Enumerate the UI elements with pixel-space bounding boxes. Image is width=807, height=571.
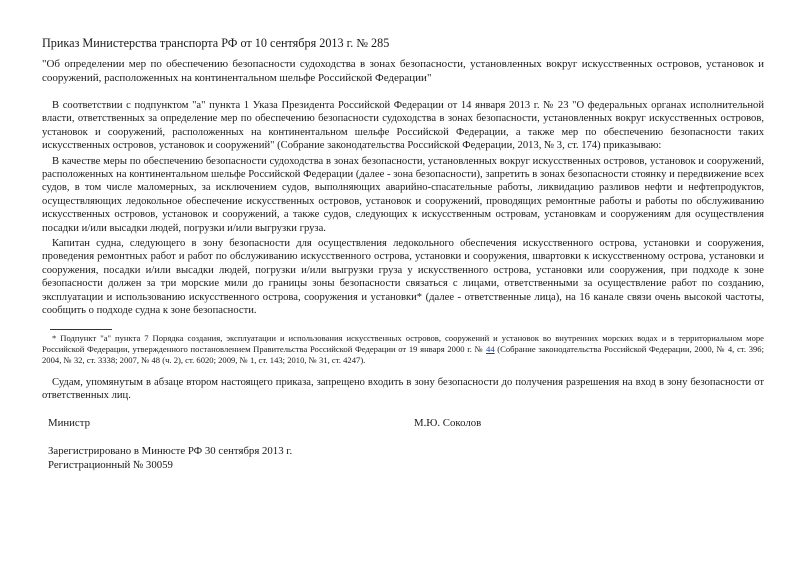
registration-number: Регистрационный № 30059 [48, 459, 173, 472]
signature-block [42, 416, 764, 430]
registration-block [42, 444, 764, 472]
document-subtitle: "Об определении мер по обеспечению безопасности судоходства в зонах безопасности, установленных вокруг искусственных островов, установок и сооружений, расположенных на континентальном шельфе Российской Федерации" [42, 58, 764, 84]
paragraph-final: Судам, упомянутым в абзаце втором настоящего приказа, запрещено входить в зону безопасности до получения разрешения на вход в зону безопасности от ответственных лиц. [42, 376, 764, 401]
document-title: Приказ Министерства транспорта РФ от 10 сентября 2013 г. № 285 [42, 36, 390, 50]
footnote [42, 333, 764, 366]
paragraph-preamble: В соответствии с подпунктом "а" пункта 1 Указа Президента Российской Федерации от 14 января 2013 г. № 23 "О федеральных органах исполнительной власти, ответственных за определение мер по обеспечению безопасности судоходства в зонах безопасности, установленных вокруг искусственных островов, установок и сооружений, расположенных на континентальном шельфе Российской Федерации, а также мер по обеспечению безопасности таких искусственных островов, установок и сооружений" (Собрание законодательства Российской Федерации, 2013, № 3, ст. 174) приказываю: [42, 100, 764, 152]
registration-date: Зарегистрировано в Минюсте РФ 30 сентября 2013 г. [48, 445, 293, 458]
footnote-divider [50, 329, 112, 330]
paragraph-captain-duty: Капитан судна, следующего в зону безопасности для осуществления ледокольного обеспечения искусственного острова, установки и сооружения, проведения ремонтных работ и работ по обслуживанию искусственного острова, установки и сооружения, швартовки к искусственному острова, установки и сооружения, посадки и/или высадки людей, погрузки и/или выгрузки груза у искусственного острова, установки или сооружения, при подходе к зоне безопасности должен за три морские мили до границы зоны безопасности связаться с лицами, ответственными за осуществление работ по созданию, эксплуатации и использованию искусственного острова, сооружения и установки* (далее - ответственные лица), на 16 канале связи очень высокой частоты, сообщить о подходе судна к зоне безопасности. [42, 238, 764, 317]
signature-position: Министр [48, 417, 90, 430]
document-page [42, 36, 764, 472]
footnote-text-start: * Подпункт "а" пункта 7 Порядка создания, эксплуатации и использования искусственных островов, сооружений и установок во внутренних морских водах и в территориальном море Российской Федерации, утвержденного постановлением Правительства Российской Федерации от 19 января 2000 г. № [42, 332, 764, 354]
paragraph-restriction: В качестве меры по обеспечению безопасности судоходства в зонах безопасности, установленных вокруг искусственных островов, установок и сооружений, расположенных на континентальном шельфе Российской Федерации (далее - зона безопасности), запретить в зонах безопасности стоянку и передвижение всех судов, в том числе маломерных, за исключением судов, выполняющих аварийно-спасательные работы, ликвидацию разливов нефти и нефтепродуктов, осуществляющих ледокольное обеспечение искусственных островов, установок и сооружений, проводящих ремонтные работы и работы по обслуживанию искусственных островов, установок и сооружений, а также судов, следующих к искусственным островам, установкам и сооружениям для осуществления посадки и/или высадки людей, погрузки и/или выгрузки груза. [42, 155, 764, 234]
footnote-link[interactable]: 44 [486, 343, 495, 354]
footnote-text-end: (Собрание законодательства Российской Федерации, 2000, № 4, ст. 396; 2004, № 32, ст. 3338; 2007, № 48 (ч. 2), ст. 6020; 2009, № 1, ст. 143; 2010, № 31, ст. 4247). [42, 343, 764, 365]
signature-name: М.Ю. Соколов [414, 417, 482, 430]
